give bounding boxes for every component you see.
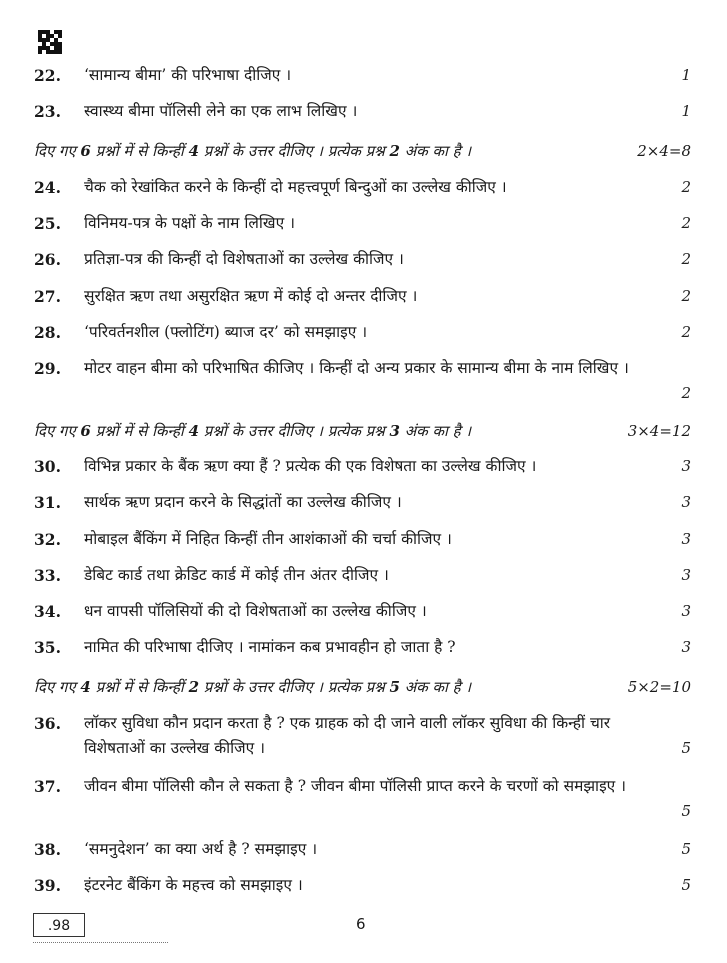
question-number: 34. — [34, 602, 61, 621]
question-text: धन वापसी पॉलिसियों की दो विशेषताओं का उल्लेख कीजिए । — [84, 602, 427, 620]
question-marks: 1 — [681, 102, 691, 120]
question-text: लॉकर सुविधा कौन प्रदान करता है ? एक ग्राहक को दी जाने वाली लॉकर सुविधा की किन्हीं चार विशेषताओं का उल्लेख कीजिए । — [84, 714, 611, 757]
question-text: मोबाइल बैंकिंग में निहित किन्हीं तीन आशंकाओं की चर्चा कीजिए । — [84, 530, 452, 548]
question-marks: 2 — [681, 287, 691, 305]
question-text: ‘सामान्य बीमा’ की परिभाषा दीजिए । — [84, 66, 292, 84]
qr-code-icon — [38, 30, 62, 54]
question-number: 32. — [34, 530, 61, 549]
question-number: 35. — [34, 638, 61, 657]
question-text: विनिमय-पत्र के पक्षों के नाम लिखिए । — [84, 214, 295, 232]
question-number: 27. — [34, 287, 61, 306]
question-text: प्रतिज्ञा-पत्र की किन्हीं दो विशेषताओं का उल्लेख कीजिए । — [84, 250, 404, 268]
section-instruction-text: दिए गए 6 प्रश्नों में से किन्हीं 4 प्रश्नों के उत्तर दीजिए । प्रत्येक प्रश्न 3 अंक का है । — [34, 422, 472, 440]
question-text: स्वास्थ्य बीमा पॉलिसी लेने का एक लाभ लिखिए । — [84, 102, 358, 120]
question-number: 26. — [34, 250, 61, 269]
question-number: 25. — [34, 214, 61, 233]
question-marks: 5 — [681, 739, 691, 757]
question-text: जीवन बीमा पॉलिसी कौन ले सकता है ? जीवन बीमा पॉलिसी प्राप्त करने के चरणों को समझाइए । — [84, 777, 627, 795]
question-marks: 2 — [681, 214, 691, 232]
question-number: 29. — [34, 359, 61, 378]
section-total-marks: 2×4=8 — [637, 142, 691, 160]
section-instruction-text: दिए गए 6 प्रश्नों में से किन्हीं 4 प्रश्नों के उत्तर दीजिए । प्रत्येक प्रश्न 2 अंक का है । — [34, 142, 472, 160]
page-number: 6 — [356, 915, 366, 933]
question-number: 28. — [34, 323, 61, 342]
question-marks: 1 — [681, 66, 691, 84]
question-text: डेबिट कार्ड तथा क्रेडिट कार्ड में कोई तीन अंतर दीजिए । — [84, 566, 389, 584]
question-text: ‘परिवर्तनशील (फ्लोटिंग) ब्याज दर’ को समझाइए । — [84, 323, 368, 341]
question-marks: 3 — [681, 493, 691, 511]
question-number: 33. — [34, 566, 61, 585]
question-text: ‘समनुदेशन’ का क्या अर्थ है ? समझाइए । — [84, 840, 318, 858]
question-number: 23. — [34, 102, 61, 121]
question-text: सार्थक ऋण प्रदान करने के सिद्धांतों का उल्लेख कीजिए । — [84, 493, 402, 511]
question-marks: 5 — [681, 876, 691, 894]
question-text: विभिन्न प्रकार के बैंक ऋण क्या हैं ? प्रत्येक की एक विशेषता का उल्लेख कीजिए । — [84, 457, 537, 475]
question-29 — [0, 356, 727, 408]
question-marks: 2 — [681, 323, 691, 341]
question-marks: 5 — [681, 802, 691, 820]
question-text: चैक को रेखांकित करने के किन्हीं दो महत्त्वपूर्ण बिन्दुओं का उल्लेख कीजिए । — [84, 178, 507, 196]
question-number: 36. — [34, 714, 61, 733]
question-36 — [0, 711, 727, 763]
question-number: 31. — [34, 493, 61, 512]
question-number: 30. — [34, 457, 61, 476]
question-number: 22. — [34, 66, 61, 85]
question-number: 38. — [34, 840, 61, 859]
question-number: 24. — [34, 178, 61, 197]
question-37 — [0, 774, 727, 826]
question-marks: 2 — [681, 384, 691, 402]
question-marks: 3 — [681, 566, 691, 584]
question-marks: 3 — [681, 602, 691, 620]
section-total-marks: 3×4=12 — [627, 422, 691, 440]
section-instruction-text: दिए गए 4 प्रश्नों में से किन्हीं 2 प्रश्नों के उत्तर दीजिए । प्रत्येक प्रश्न 5 अंक का है । — [34, 678, 472, 696]
footer-divider — [33, 942, 168, 943]
question-marks: 2 — [681, 250, 691, 268]
question-marks: 3 — [681, 638, 691, 656]
question-marks: 3 — [681, 530, 691, 548]
section-total-marks: 5×2=10 — [627, 678, 691, 696]
question-marks: 5 — [681, 840, 691, 858]
question-marks: 2 — [681, 178, 691, 196]
question-number: 39. — [34, 876, 61, 895]
question-text: नामित की परिभाषा दीजिए । नामांकन कब प्रभावहीन हो जाता है ? — [84, 638, 456, 656]
question-number: 37. — [34, 777, 61, 796]
paper-code-box: .98 — [33, 913, 85, 937]
question-text: इंटरनेट बैंकिंग के महत्त्व को समझाइए । — [84, 876, 303, 894]
question-marks: 3 — [681, 457, 691, 475]
question-text: सुरक्षित ऋण तथा असुरक्षित ऋण में कोई दो अन्तर दीजिए । — [84, 287, 418, 305]
question-text: मोटर वाहन बीमा को परिभाषित कीजिए । किन्हीं दो अन्य प्रकार के सामान्य बीमा के नाम लिखिए । — [84, 359, 629, 377]
